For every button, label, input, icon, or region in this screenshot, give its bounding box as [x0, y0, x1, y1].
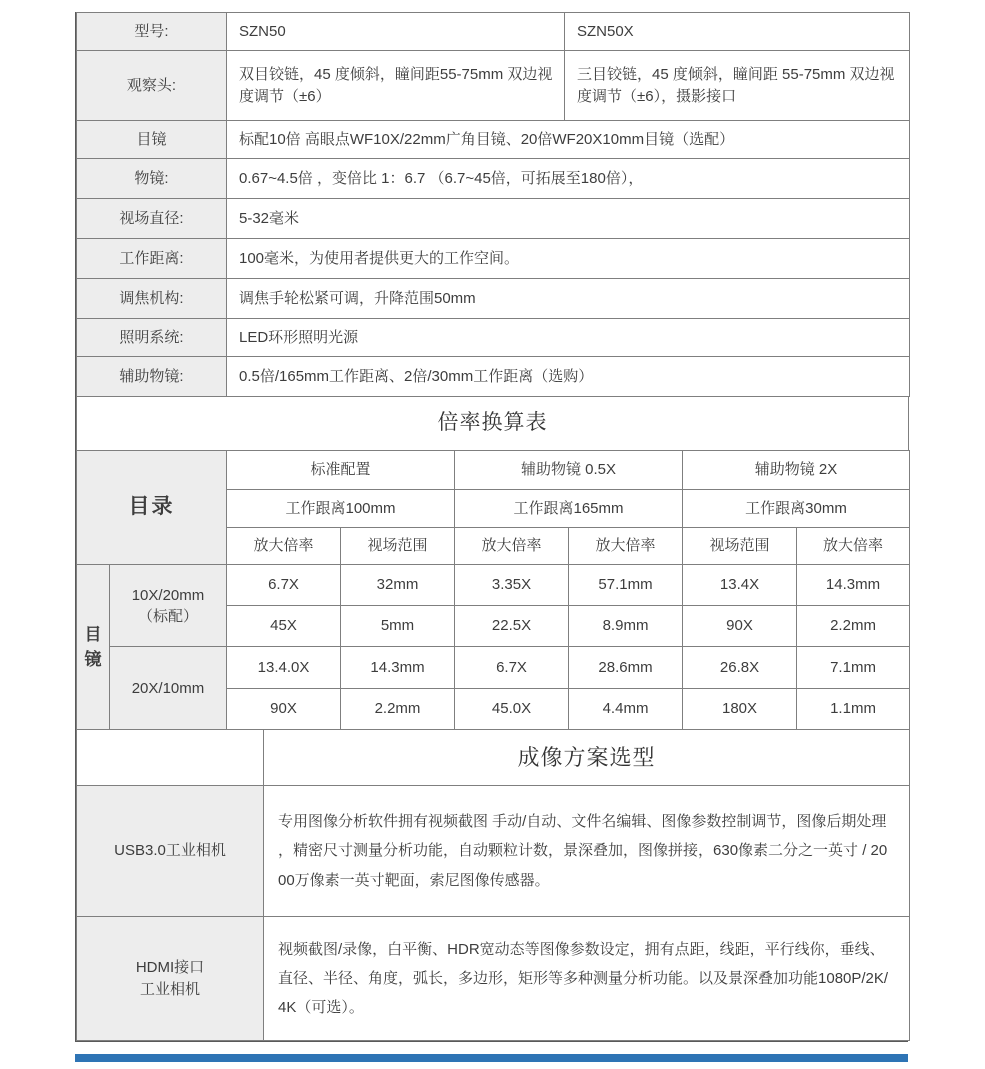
- data-cell: 6.7X: [455, 647, 569, 689]
- spec-label-cell: 照明系统:: [77, 319, 227, 357]
- spec-row: [77, 13, 910, 51]
- subheader-cell: 视场范围: [683, 528, 797, 565]
- eyepiece-label-cell: [110, 565, 227, 647]
- spec-label-cell: 目镜: [77, 121, 227, 159]
- data-cell: 14.3mm: [797, 565, 910, 606]
- subheader-cell: 放大倍率: [569, 528, 683, 565]
- spec-label-cell: 型号:: [77, 13, 227, 51]
- data-cell: 28.6mm: [569, 647, 683, 689]
- conversion-table-title: 倍率换算表: [77, 397, 909, 451]
- subheader-cell: 视场范围: [341, 528, 455, 565]
- camera-label-cell: [77, 786, 264, 917]
- data-cell: 1.1mm: [797, 689, 910, 730]
- spec-value-cell: 双目铰链，45 度倾斜，瞳间距55-75mm 双边视度调节（±6）: [227, 51, 565, 121]
- data-cell: 2.2mm: [341, 689, 455, 730]
- spec-row: [77, 357, 910, 397]
- eyepiece-group-char: 镜: [84, 650, 102, 669]
- data-cell: 6.7X: [227, 565, 341, 606]
- conversion-table: [76, 450, 910, 730]
- spec-label-cell: 物镜:: [77, 159, 227, 199]
- data-cell: 22.5X: [455, 606, 569, 647]
- data-cell: 2.2mm: [797, 606, 910, 647]
- spec-value-cell: 100毫米，为使用者提供更大的工作空间。: [227, 239, 910, 279]
- conversion-title-table: [76, 396, 909, 451]
- imaging-title-table: [76, 729, 910, 786]
- data-cell: 7.1mm: [797, 647, 910, 689]
- camera-desc-cell: 专用图像分析软件拥有视频截图 手动/自动、文件名编辑、图像参数控制调节，图像后期处理 ，精密尺寸测量分析功能，自动颗粒计数，景深叠加，图像拼接，630像素二分之一英寸 / 2000万像素一英寸靶面，索尼图像传感器。: [264, 786, 910, 917]
- camera-row: [77, 786, 910, 917]
- eyepiece-label-line: 10X/20mm: [131, 586, 205, 604]
- group-header-cell: 标准配置: [227, 451, 455, 490]
- spec-value-cell: SZN50: [227, 13, 565, 51]
- camera-row: [77, 917, 910, 1041]
- data-cell: 4.4mm: [569, 689, 683, 730]
- spec-table: [76, 12, 910, 397]
- group-header-cell: 辅助物镜 0.5X: [455, 451, 683, 490]
- spec-row: [77, 199, 910, 239]
- spec-value-cell: 0.67~4.5倍 ，变倍比 1：6.7 （6.7~45倍，可拓展至180倍），: [227, 159, 910, 199]
- camera-label-line: USB3.0工业相机: [114, 842, 226, 860]
- spec-sheet: [75, 12, 908, 1062]
- working-distance-cell: 工作跟离165mm: [455, 490, 683, 528]
- subheader-cell: 放大倍率: [455, 528, 569, 565]
- spec-row: [77, 279, 910, 319]
- data-cell: 180X: [683, 689, 797, 730]
- eyepiece-label-line: 20X/10mm: [131, 679, 205, 697]
- imaging-title-spacer-cell: [77, 730, 264, 786]
- spec-value-cell: 5-32毫米: [227, 199, 910, 239]
- imaging-section-title: 成像方案选型: [264, 730, 910, 786]
- eyepiece-label-cell: [110, 647, 227, 730]
- data-cell: 45.0X: [455, 689, 569, 730]
- data-row: [77, 565, 910, 606]
- camera-label-line: 工业相机: [139, 980, 200, 998]
- data-cell: 57.1mm: [569, 565, 683, 606]
- data-cell: 45X: [227, 606, 341, 647]
- data-cell: 8.9mm: [569, 606, 683, 647]
- bottom-accent-bar: [75, 1054, 908, 1062]
- spec-value-cell: 调焦手轮松紧可调，升降范围50mm: [227, 279, 910, 319]
- group-header-row: [77, 451, 910, 490]
- catalog-corner-cell: 目录: [77, 451, 227, 565]
- spec-value-cell: SZN50X: [565, 13, 910, 51]
- eyepiece-label-line: （标配）: [137, 607, 198, 625]
- camera-table: [76, 785, 910, 1041]
- data-row: [77, 647, 910, 689]
- spec-sheet-frame: [75, 12, 908, 1042]
- data-cell: 26.8X: [683, 647, 797, 689]
- spec-value-cell: 三目铰链，45 度倾斜，瞳间距 55-75mm 双边视度调节（±6），摄影接口: [565, 51, 910, 121]
- spec-label-cell: 工作距离:: [77, 239, 227, 279]
- spec-row: [77, 239, 910, 279]
- data-cell: 13.4.0X: [227, 647, 341, 689]
- eyepiece-group-cell: [77, 565, 110, 730]
- working-distance-cell: 工作跟离100mm: [227, 490, 455, 528]
- spec-row: [77, 51, 910, 121]
- spec-label-cell: 调焦机构:: [77, 279, 227, 319]
- group-header-cell: 辅助物镜 2X: [683, 451, 910, 490]
- data-cell: 90X: [227, 689, 341, 730]
- data-cell: 32mm: [341, 565, 455, 606]
- eyepiece-group-char: 目: [84, 624, 102, 644]
- spec-value-cell: 0.5倍/165mm工作距离、2倍/30mm工作距离（选购）: [227, 357, 910, 397]
- subheader-cell: 放大倍率: [797, 528, 910, 565]
- working-distance-cell: 工作跟离30mm: [683, 490, 910, 528]
- spec-value-cell: 标配10倍 高眼点WF10X/22mm广角目镜、20倍WF20X10mm目镜（选配）: [227, 121, 910, 159]
- data-cell: 90X: [683, 606, 797, 647]
- spec-value-cell: LED环形照明光源: [227, 319, 910, 357]
- spec-row: [77, 121, 910, 159]
- spec-label-cell: 观察头:: [77, 51, 227, 121]
- data-cell: 5mm: [341, 606, 455, 647]
- subheader-cell: 放大倍率: [227, 528, 341, 565]
- spec-label-cell: 辅助物镜:: [77, 357, 227, 397]
- camera-label-cell: [77, 917, 264, 1041]
- data-cell: 14.3mm: [341, 647, 455, 689]
- data-cell: 3.35X: [455, 565, 569, 606]
- spec-row: [77, 319, 910, 357]
- data-cell: 13.4X: [683, 565, 797, 606]
- spec-label-cell: 视场直径:: [77, 199, 227, 239]
- spec-row: [77, 159, 910, 199]
- camera-desc-cell: 视频截图/录像，白平衡、HDR宽动态等图像参数设定，拥有点距，线距，平行线你，垂线、直径、半径、角度，弧长，多边形，矩形等多种测量分析功能。以及景深叠加功能1080P/2K/4K（可选）。: [264, 917, 910, 1041]
- camera-label-line: HDMI接口: [135, 958, 205, 976]
